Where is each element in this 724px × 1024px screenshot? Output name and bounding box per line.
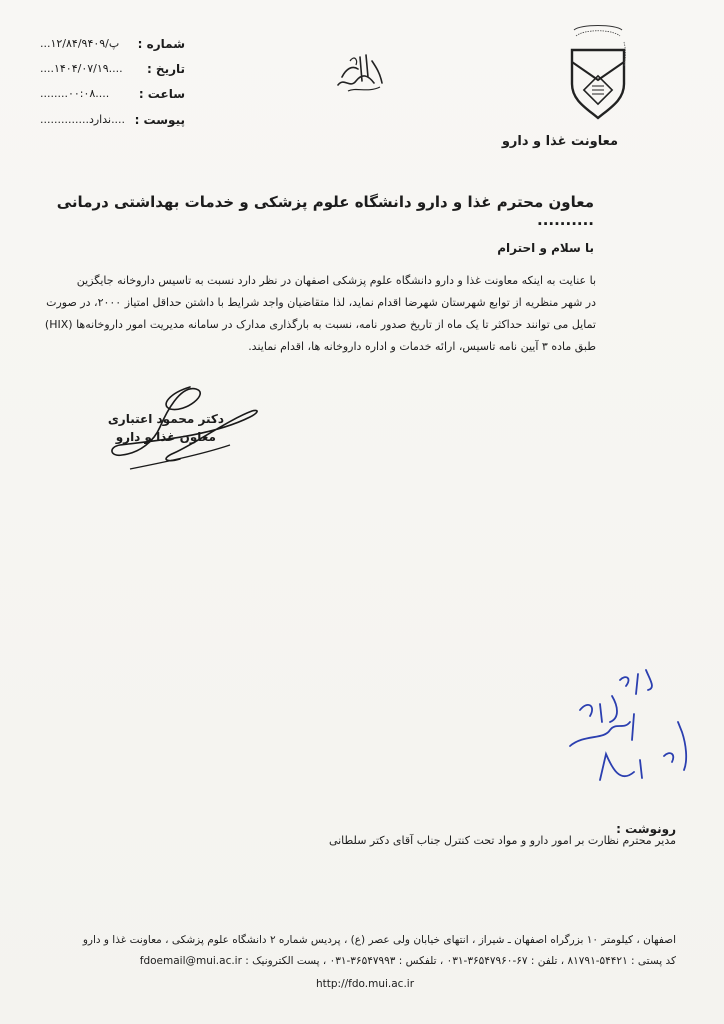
recipient-line: معاون محترم غذا و دارو دانشگاه علوم پزشکی و خدمات بهداشتی درمانی .......... bbox=[56, 193, 594, 229]
time-value: ........۰۰:۰۸.... bbox=[40, 87, 110, 100]
date-label: تاریخ : bbox=[146, 62, 185, 76]
basmala-calligraphy-icon bbox=[330, 47, 390, 95]
footer-contact: کد پستی : ۵۴۴۲۱-۸۱۷۹۱ ، تلفن : ۶۷-۳۶۵۴۷۹۶۰-۰۳۱ ، تلفکس : ۳۶۵۴۷۹۹۳-۰۳۱ ، پست الکترونیک : fdoemail@mui.ac.ir bbox=[139, 955, 676, 967]
signatory-name: دکتر محمود اعتباری bbox=[107, 412, 224, 426]
university-emblem-icon bbox=[566, 22, 630, 126]
date-row bbox=[40, 62, 185, 78]
letter-body bbox=[20, 270, 596, 358]
number-row bbox=[40, 37, 185, 53]
handwritten-annotation-icon bbox=[560, 660, 710, 800]
attachment-row bbox=[40, 113, 185, 129]
cc-label: رونوشت : bbox=[616, 822, 676, 836]
time-row bbox=[40, 87, 185, 103]
body-line: با عنایت به اینکه معاونت غذا و دارو دانشگاه علوم پزشکی اصفهان در نظر دارد نسبت به تاسیس داروخانه جایگزین bbox=[76, 274, 596, 287]
attachment-value: ..............ندارد.... bbox=[40, 113, 126, 126]
cc-text: مدیر محترم نظارت بر امور دارو و مواد تحت کنترل جناب آقای دکتر سلطانی bbox=[328, 834, 676, 847]
body-line: طبق ماده ۳ آیین نامه تاسیس، ارائه خدمات و اداره داروخانه ها، اقدام نمایند. bbox=[248, 340, 596, 353]
attachment-label: پیوست : bbox=[134, 113, 185, 127]
greeting: با سلام و احترام bbox=[497, 241, 594, 255]
time-label: ساعت : bbox=[138, 87, 185, 101]
date-value: ....۱۴۰۴/۰۷/۱۹.... bbox=[40, 62, 123, 75]
footer-website-link[interactable]: http://fdo.mui.ac.ir bbox=[316, 978, 415, 990]
org-name: معاونت غذا و دارو bbox=[501, 134, 618, 149]
body-line: در شهر منظریه از توابع شهرستان شهرضا اقدام نماید، لذا متقاضیان واجد شرایط با داشتن حداقل امتیاز ۲۰۰۰، در صورت bbox=[46, 296, 596, 309]
number-value: ...۱۲/۸۴/۹۴۰۹/پ bbox=[40, 37, 120, 50]
number-label: شماره : bbox=[137, 37, 185, 51]
footer-address: اصفهان ، کیلومتر ۱۰ بزرگراه اصفهان ـ شیراز ، انتهای خیابان ولی عصر (ع) ، پردیس شماره ۲ دانشگاه علوم پزشکی ، معاونت غذا و دارو bbox=[82, 934, 676, 946]
body-line: تمایل می توانند حداکثر تا یک ماه از تاریخ صدور نامه، نسبت به بارگذاری مدارک در سامانه مدیریت امور داروخانه‌ها (HIX) bbox=[44, 318, 596, 331]
signatory-title: معاون غذا و دارو bbox=[115, 430, 216, 444]
